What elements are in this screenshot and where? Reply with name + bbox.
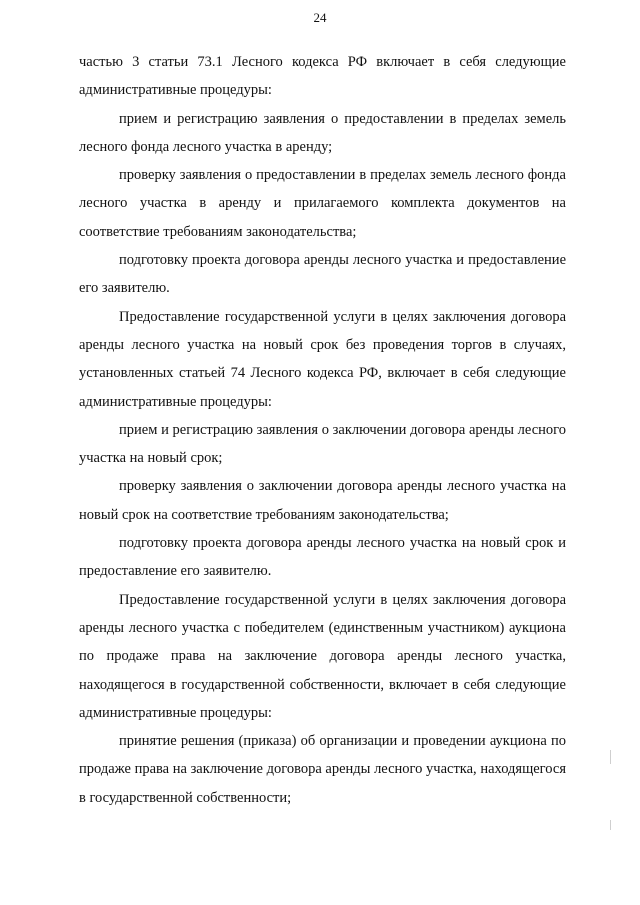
paragraph-auction-service: Предоставление государственной услуги в целях заключения договора аренды лесного участка с победителем (единственным участником) аукциона по продаже права на заключение договора аренды лесного участка, находящегося в государственной собственности, включает в себя следующие административные процедуры: bbox=[79, 591, 566, 721]
paragraph-procedure-draft: подготовку проекта договора аренды лесного участка и предоставление его заявителю. bbox=[79, 252, 566, 297]
scan-artifact-marks bbox=[610, 750, 612, 870]
paragraph-procedure-receipt: прием и регистрацию заявления о предоставлении в пределах земель лесного фонда лесного участка в аренду; bbox=[79, 110, 566, 155]
paragraph-new-term-receipt: прием и регистрацию заявления о заключении договора аренды лесного участка на новый срок; bbox=[79, 421, 566, 467]
paragraph-continuation: частью 3 статьи 73.1 Лесного кодекса РФ включает в себя следующие административные процедуры: bbox=[79, 54, 566, 99]
document-body bbox=[79, 48, 566, 812]
paragraph-auction-decision: принятие решения (приказа) об организации и проведении аукциона по продаже права на заключение договора аренды лесного участка, находящегося в государственной собственности; bbox=[79, 733, 566, 806]
paragraph-new-term-check: проверку заявления о заключении договора аренды лесного участка на новый срок на соответствие требованиям законодательства; bbox=[79, 478, 566, 523]
paragraph-new-term-service: Предоставление государственной услуги в целях заключения договора аренды лесного участка на новый срок без проведения торгов в случаях, установленных статьей 74 Лесного кодекса РФ, включает в себя следующие административные процедуры: bbox=[79, 308, 566, 410]
paragraph-procedure-check: проверку заявления о предоставлении в пределах земель лесного фонда лесного участка в аренду и прилагаемого комплекта документов на соответствие требованиям законодательства; bbox=[79, 167, 566, 240]
scan-mark bbox=[610, 750, 611, 764]
paragraph-new-term-draft: подготовку проекта договора аренды лесного участка на новый срок и предоставление его заявителю. bbox=[79, 535, 566, 580]
page-number: 24 bbox=[313, 10, 327, 25]
scan-mark bbox=[610, 820, 611, 830]
